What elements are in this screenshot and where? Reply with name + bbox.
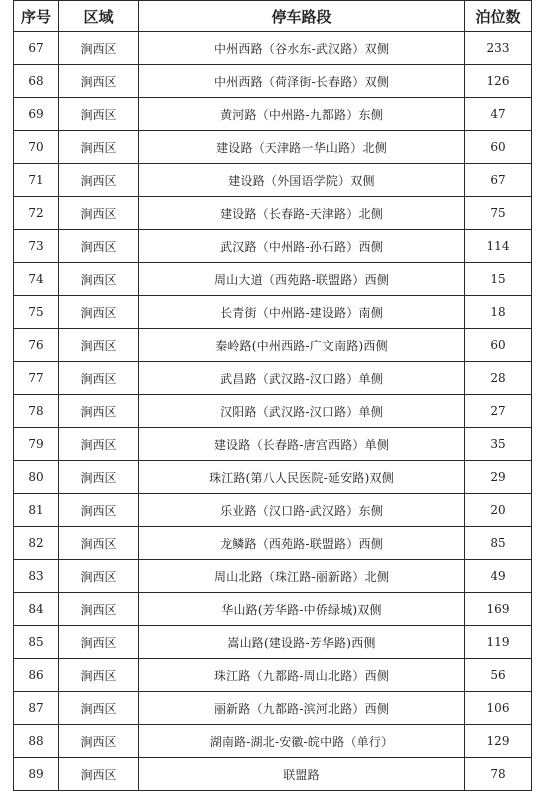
cell-index: 89	[14, 758, 59, 791]
table-row	[14, 758, 532, 791]
table-row	[14, 692, 532, 725]
cell-road-segment: 中州西路（谷水东-武汉路）双侧	[139, 32, 465, 65]
cell-spaces: 67	[465, 164, 532, 197]
header-row	[14, 1, 532, 32]
cell-district: 涧西区	[59, 758, 139, 791]
cell-index: 84	[14, 593, 59, 626]
cell-road-segment: 中州西路（荷泽街-长春路）双侧	[139, 65, 465, 98]
table-row	[14, 494, 532, 527]
cell-road-segment: 联盟路	[139, 758, 465, 791]
cell-district: 涧西区	[59, 230, 139, 263]
cell-index: 73	[14, 230, 59, 263]
cell-road-segment: 珠江路(第八人民医院-延安路)双侧	[139, 461, 465, 494]
cell-index: 75	[14, 296, 59, 329]
table-row	[14, 725, 532, 758]
cell-spaces: 114	[465, 230, 532, 263]
cell-spaces: 119	[465, 626, 532, 659]
parking-table-page	[13, 0, 531, 791]
table-row	[14, 98, 532, 131]
cell-road-segment: 乐业路（汉口路-武汉路）东侧	[139, 494, 465, 527]
cell-road-segment: 建设路（天津路一华山路）北侧	[139, 131, 465, 164]
header-index: 序号	[14, 1, 59, 32]
cell-road-segment: 武昌路（武汉路-汉口路）单侧	[139, 362, 465, 395]
cell-spaces: 47	[465, 98, 532, 131]
cell-spaces: 28	[465, 362, 532, 395]
cell-index: 85	[14, 626, 59, 659]
cell-district: 涧西区	[59, 461, 139, 494]
cell-road-segment: 汉阳路（武汉路-汉口路）单侧	[139, 395, 465, 428]
cell-spaces: 169	[465, 593, 532, 626]
cell-road-segment: 长青街（中州路-建设路）南侧	[139, 296, 465, 329]
cell-district: 涧西区	[59, 32, 139, 65]
cell-district: 涧西区	[59, 593, 139, 626]
cell-district: 涧西区	[59, 560, 139, 593]
cell-district: 涧西区	[59, 98, 139, 131]
cell-spaces: 60	[465, 329, 532, 362]
table-row	[14, 230, 532, 263]
cell-district: 涧西区	[59, 659, 139, 692]
table-row	[14, 263, 532, 296]
table-row	[14, 593, 532, 626]
table-row	[14, 197, 532, 230]
cell-index: 74	[14, 263, 59, 296]
header-spaces: 泊位数	[465, 1, 532, 32]
header-district: 区域	[59, 1, 139, 32]
table-row	[14, 560, 532, 593]
cell-index: 87	[14, 692, 59, 725]
cell-spaces: 126	[465, 65, 532, 98]
cell-index: 80	[14, 461, 59, 494]
cell-index: 69	[14, 98, 59, 131]
cell-spaces: 106	[465, 692, 532, 725]
cell-district: 涧西区	[59, 692, 139, 725]
table-row	[14, 164, 532, 197]
cell-spaces: 15	[465, 263, 532, 296]
cell-district: 涧西区	[59, 725, 139, 758]
cell-district: 涧西区	[59, 197, 139, 230]
table-row	[14, 428, 532, 461]
cell-index: 68	[14, 65, 59, 98]
cell-road-segment: 嵩山路(建设路-芳华路)西侧	[139, 626, 465, 659]
table-row	[14, 296, 532, 329]
cell-index: 83	[14, 560, 59, 593]
cell-spaces: 49	[465, 560, 532, 593]
cell-road-segment: 建设路（外国语学院）双侧	[139, 164, 465, 197]
table-row	[14, 329, 532, 362]
cell-district: 涧西区	[59, 131, 139, 164]
table-row	[14, 65, 532, 98]
cell-index: 71	[14, 164, 59, 197]
cell-spaces: 20	[465, 494, 532, 527]
table-row	[14, 362, 532, 395]
cell-index: 76	[14, 329, 59, 362]
cell-index: 78	[14, 395, 59, 428]
table-row	[14, 626, 532, 659]
cell-road-segment: 珠江路（九都路-周山北路）西侧	[139, 659, 465, 692]
cell-road-segment: 丽新路（九都路-滨河北路）西侧	[139, 692, 465, 725]
cell-road-segment: 龙鳞路（西苑路-联盟路）西侧	[139, 527, 465, 560]
cell-district: 涧西区	[59, 362, 139, 395]
cell-index: 70	[14, 131, 59, 164]
cell-road-segment: 武汉路（中州路-孙石路）西侧	[139, 230, 465, 263]
cell-district: 涧西区	[59, 626, 139, 659]
cell-spaces: 18	[465, 296, 532, 329]
parking-segments-table	[13, 0, 532, 791]
header-road-segment: 停车路段	[139, 1, 465, 32]
cell-road-segment: 黄河路（中州路-九都路）东侧	[139, 98, 465, 131]
cell-index: 67	[14, 32, 59, 65]
cell-district: 涧西区	[59, 527, 139, 560]
cell-index: 79	[14, 428, 59, 461]
cell-road-segment: 湖南路-湖北-安徽-皖中路（单行）	[139, 725, 465, 758]
cell-spaces: 35	[465, 428, 532, 461]
table-row	[14, 395, 532, 428]
cell-road-segment: 周山大道（西苑路-联盟路）西侧	[139, 263, 465, 296]
cell-spaces: 78	[465, 758, 532, 791]
cell-road-segment: 建设路（长春路-天津路）北侧	[139, 197, 465, 230]
table-row	[14, 659, 532, 692]
cell-district: 涧西区	[59, 428, 139, 461]
cell-road-segment: 秦岭路(中州西路-广文南路)西侧	[139, 329, 465, 362]
cell-district: 涧西区	[59, 65, 139, 98]
cell-district: 涧西区	[59, 296, 139, 329]
cell-road-segment: 华山路(芳华路-中侨绿城)双侧	[139, 593, 465, 626]
cell-district: 涧西区	[59, 329, 139, 362]
cell-index: 77	[14, 362, 59, 395]
cell-index: 82	[14, 527, 59, 560]
cell-index: 86	[14, 659, 59, 692]
cell-district: 涧西区	[59, 164, 139, 197]
cell-road-segment: 周山北路（珠江路-丽新路）北侧	[139, 560, 465, 593]
table-row	[14, 32, 532, 65]
cell-spaces: 27	[465, 395, 532, 428]
cell-index: 72	[14, 197, 59, 230]
cell-road-segment: 建设路（长春路-唐宫西路）单侧	[139, 428, 465, 461]
cell-spaces: 85	[465, 527, 532, 560]
cell-spaces: 29	[465, 461, 532, 494]
cell-spaces: 233	[465, 32, 532, 65]
cell-spaces: 75	[465, 197, 532, 230]
cell-district: 涧西区	[59, 263, 139, 296]
table-row	[14, 461, 532, 494]
cell-district: 涧西区	[59, 494, 139, 527]
cell-spaces: 56	[465, 659, 532, 692]
cell-spaces: 129	[465, 725, 532, 758]
cell-spaces: 60	[465, 131, 532, 164]
cell-district: 涧西区	[59, 395, 139, 428]
table-row	[14, 527, 532, 560]
cell-index: 81	[14, 494, 59, 527]
table-row	[14, 131, 532, 164]
cell-index: 88	[14, 725, 59, 758]
